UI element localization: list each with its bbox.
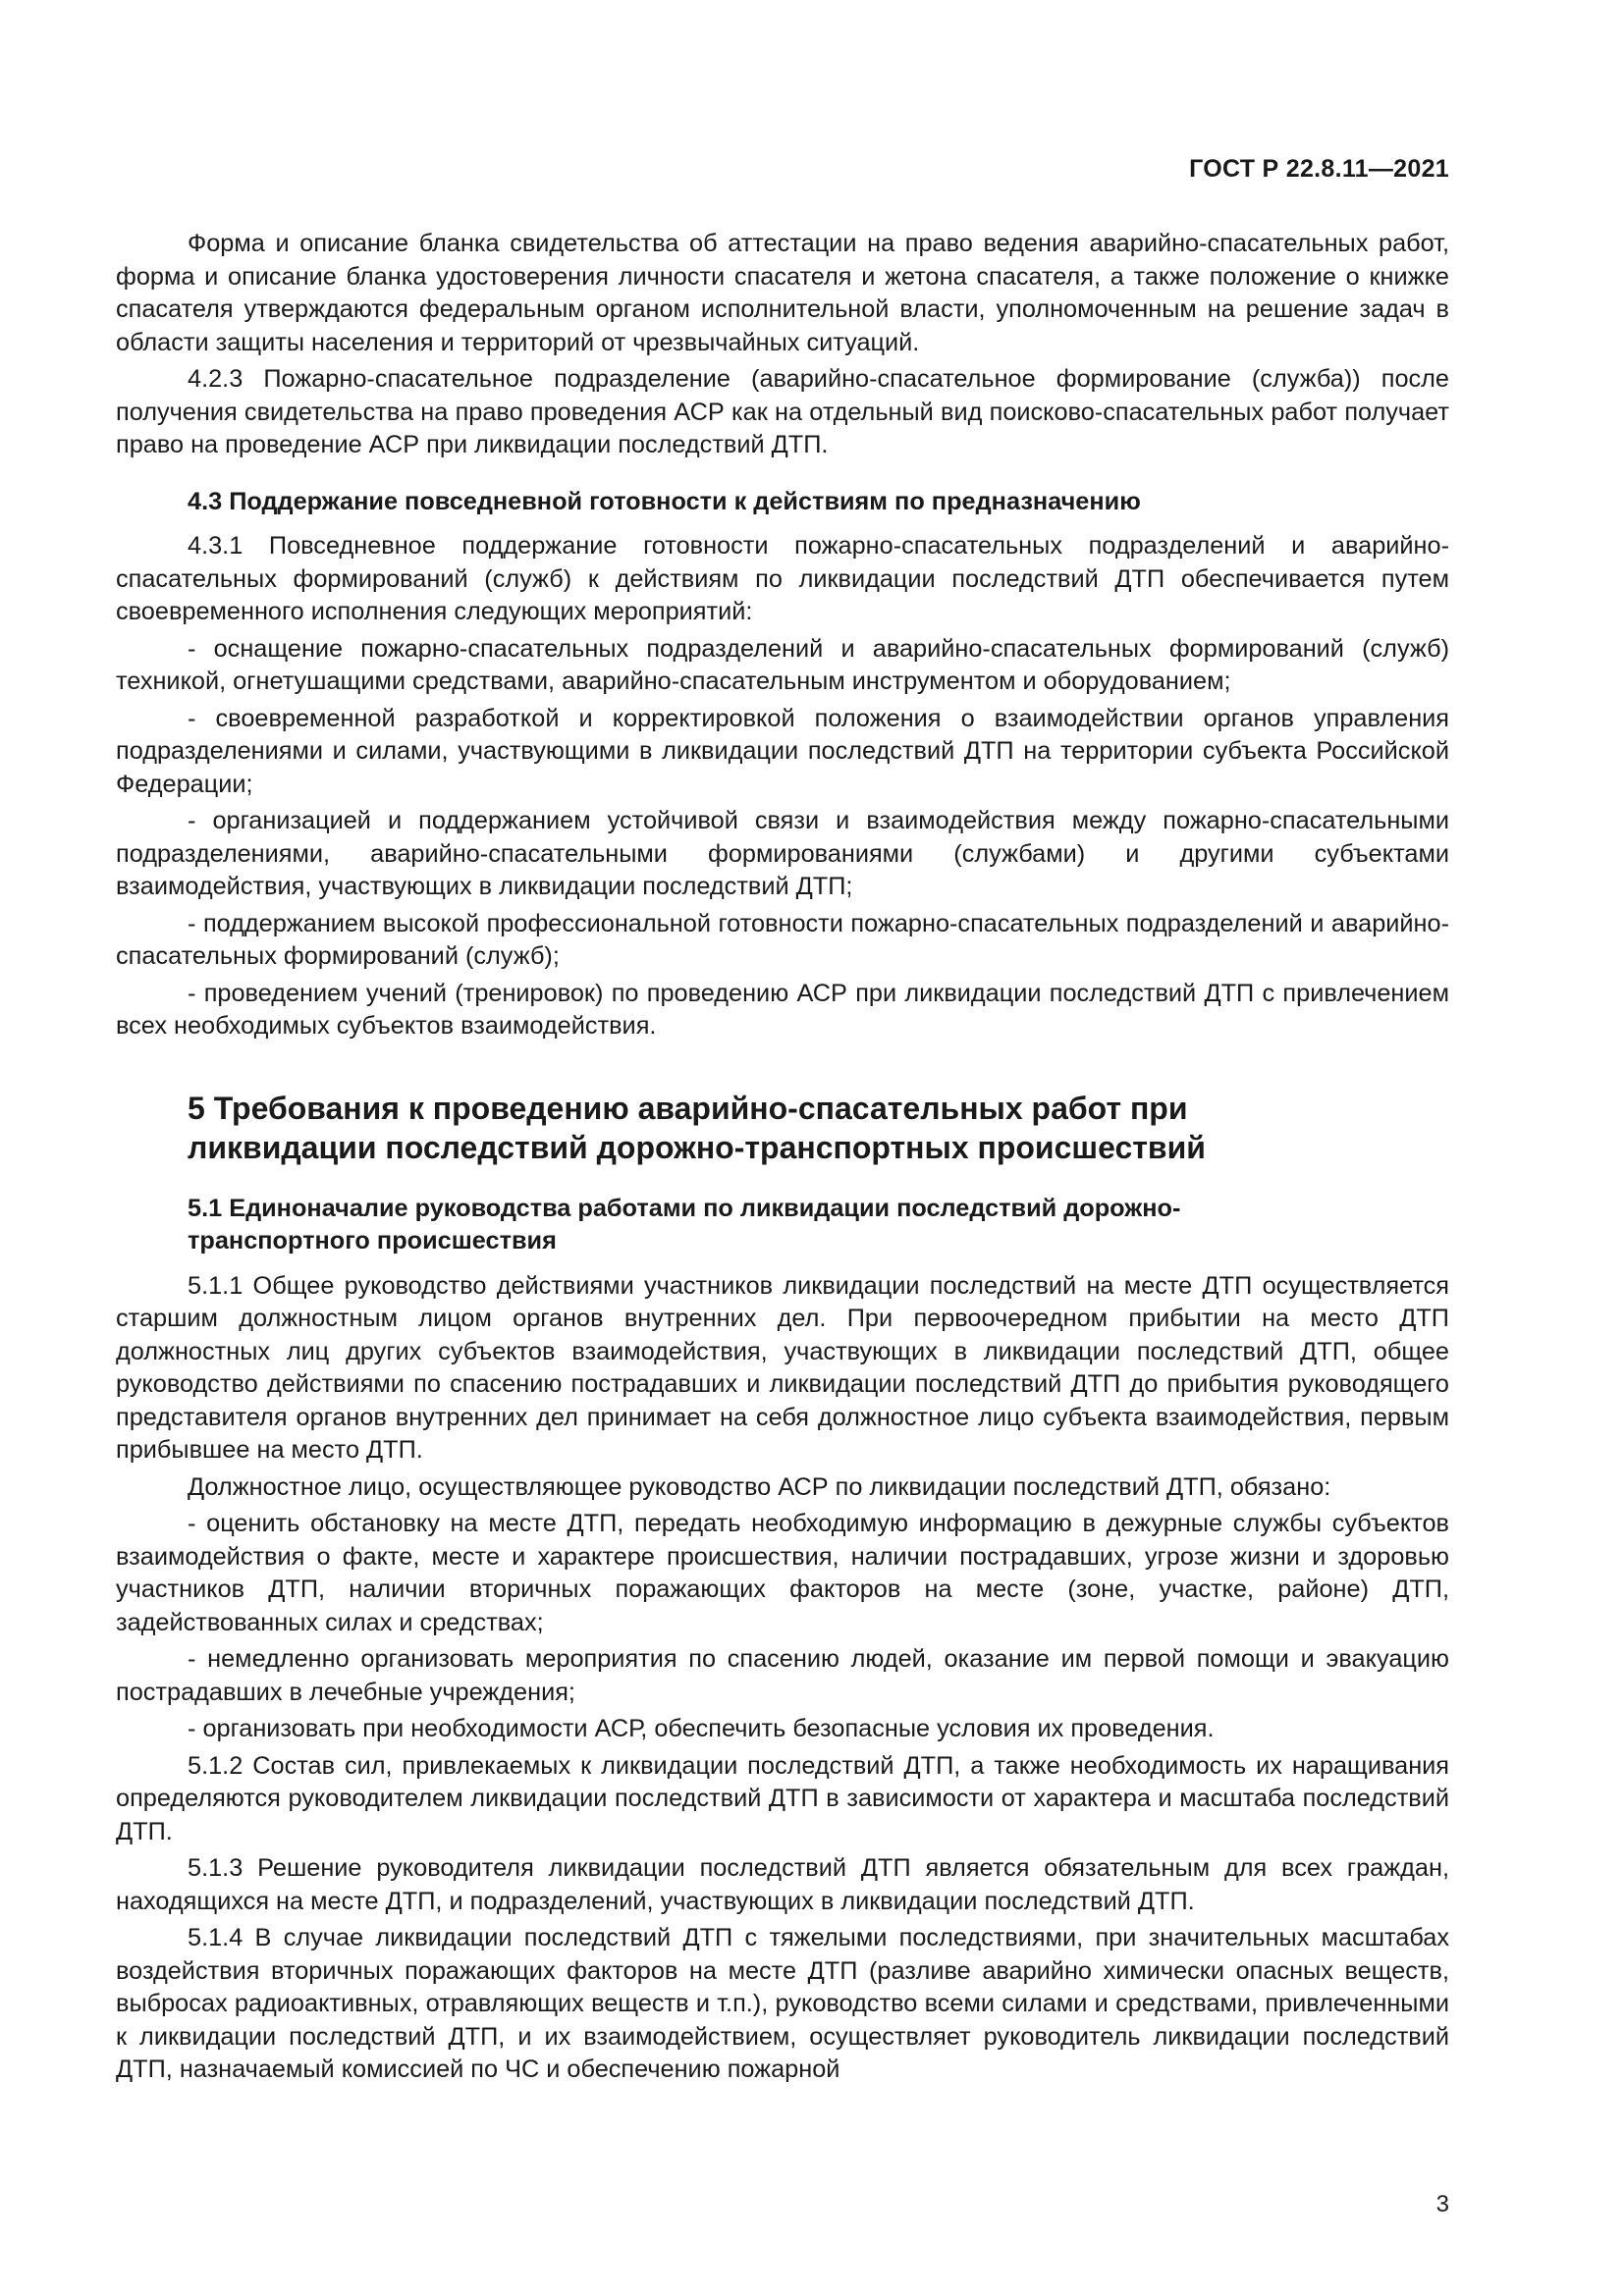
list-item: - проведением учений (тренировок) по проведению АСР при ликвидации последствий ДТП с привлечением всех необходимых субъектов взаимодействия. bbox=[116, 979, 1449, 1040]
document-standard-id: ГОСТ Р 22.8.11—2021 bbox=[1189, 155, 1449, 183]
paragraph-4-3-1: 4.3.1 Повседневное поддержание готовности пожарно-спасательных подразделений и аварийно-спасательных формирований (служб) к действиям по ликвидации последствий ДТП обеспечивается путем своевременного исполнения следующих мероприятий: bbox=[116, 532, 1449, 625]
section-heading-5 bbox=[116, 1089, 1449, 1167]
section-heading-5-line1: 5 Требования к проведению аварийно-спасательных работ при bbox=[188, 1090, 1188, 1126]
section-heading-4-3: 4.3 Поддержание повседневной готовности к действиям по предназначению bbox=[188, 487, 1141, 515]
list-item: - поддержанием высокой профессиональной готовности пожарно-спасательных подразделений и аварийно-спасательных формирований (служб); bbox=[116, 909, 1449, 970]
list-item: - организовать при необходимости АСР, обеспечить безопасные условия их проведения. bbox=[188, 1715, 1215, 1742]
list-item: - немедленно организовать мероприятия по спасению людей, оказание им первой помощи и эвакуацию пострадавших в лечебные учреждения; bbox=[116, 1645, 1449, 1706]
list-item: - своевременной разработкой и корректировкой положения о взаимодействии органов управления подразделениями и силами, участвующими в ликвидации последствий ДТП на территории субъекта Российской Федерации; bbox=[116, 704, 1449, 798]
section-heading-5-1: 5.1 Единоначалие руководства работами по ликвидации последствий дорожно-транспортного происшествия bbox=[188, 1194, 1181, 1255]
list-item: - оценить обстановку на месте ДТП, передать необходимую информацию в дежурные службы субъектов взаимодействия о факте, месте и характере происшествия, наличии пострадавших, угрозе жизни и здоровью участников ДТП, наличии вторичных поражающих факторов на месте (зоне, участке, районе) ДТП, задействованных силах и средствах; bbox=[116, 1510, 1449, 1636]
page-number: 3 bbox=[1435, 2191, 1449, 2217]
paragraph-5-1-3: 5.1.3 Решение руководителя ликвидации последствий ДТП является обязательным для всех граждан, находящихся на месте ДТП, и подразделений, участвующих в ликвидации последствий ДТП. bbox=[116, 1854, 1449, 1915]
list-item: - оснащение пожарно-спасательных подразделений и аварийно-спасательных формирований (служб) техникой, огнетушащими средствами, аварийно-спасательным инструментом и оборудованием; bbox=[116, 634, 1449, 695]
paragraph: Должностное лицо, осуществляющее руководство АСР по ликвидации последствий ДТП, обязано: bbox=[188, 1472, 1331, 1501]
paragraph-5-1-2: 5.1.2 Состав сил, привлекаемых к ликвидации последствий ДТП, а также необходимость их наращивания определяются руководителем ликвидации последствий ДТП в зависимости от характера и масштаба последствий ДТП. bbox=[116, 1751, 1449, 1845]
section-heading-5-line2: ликвидации последствий дорожно-транспортных происшествий bbox=[188, 1129, 1206, 1165]
document-body bbox=[116, 228, 1449, 2091]
paragraph-5-1-4: 5.1.4 В случае ликвидации последствий ДТП с тяжелыми последствиями, при значительных масштабах воздействия вторичных поражающих факторов на месте ДТП (разливе аварийно химически опасных веществ, выбросах радиоактивных, отравляющих веществ и т.п.), руководство всеми силами и средствами, привлеченными к ликвидации последствий ДТП, и их взаимодействием, осуществляет руководитель ликвидации последствий ДТП, назначаемый комиссией по ЧС и обеспечению пожарной bbox=[116, 1924, 1449, 2083]
document-page bbox=[116, 0, 1449, 2296]
paragraph-4-2-3: 4.2.3 Пожарно-спасательное подразделение (аварийно-спасательное формирование (служба)) после получения свидетельства на право проведения АСР как на отдельный вид поисково-спасательных работ получает право на проведение АСР при ликвидации последствий ДТП. bbox=[116, 365, 1449, 458]
paragraph-5-1-1: 5.1.1 Общее руководство действиями участников ликвидации последствий на месте ДТП осуществляется старшим должностным лицом органов внутренних дел. При первоочередном прибытии на место ДТП должностных лиц других субъектов взаимодействия, участвующих в ликвидации последствий ДТП, общее руководство действиями по спасению пострадавших и ликвидации последствий ДТП до прибытия руководящего представителя органов внутренних дел принимает на себя должностное лицо субъекта взаимодействия, первым прибывшее на место ДТП. bbox=[116, 1271, 1449, 1464]
paragraph: Форма и описание бланка свидетельства об аттестации на право ведения аварийно-спасательных работ, форма и описание бланка удостоверения личности спасателя и жетона спасателя, а также положение о книжке спасателя утверждаются федеральным органом исполнительной власти, уполномоченным на решение задач в области защиты населения и территорий от чрезвычайных ситуаций. bbox=[116, 230, 1449, 356]
list-item: - организацией и поддержанием устойчивой связи и взаимодействия между пожарно-спасательными подразделениями, аварийно-спасательными формированиями (службами) и другими субъектами взаимодействия, участвующих в ликвидации последствий ДТП; bbox=[116, 807, 1449, 900]
